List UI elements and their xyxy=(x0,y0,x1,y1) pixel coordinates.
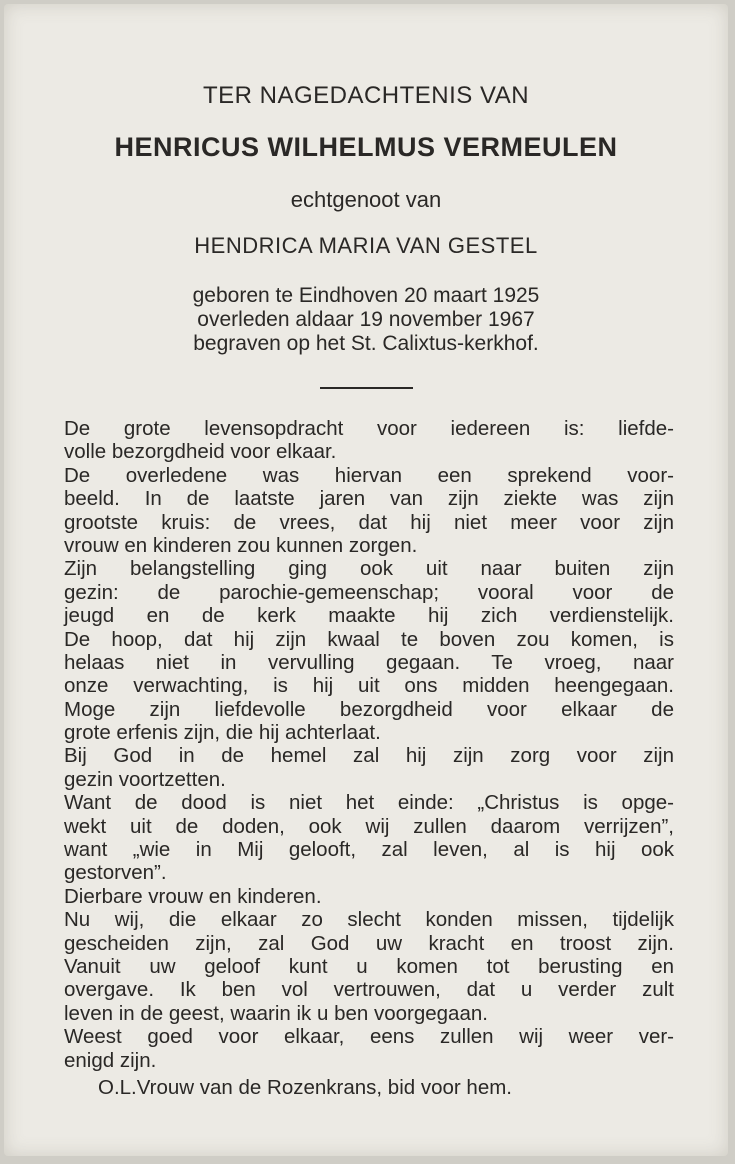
in-memory-heading: TER NAGEDACHTENIS VAN xyxy=(202,82,530,109)
divider-rule xyxy=(320,387,413,389)
text-line: onze verwachting, is hij uit ons midden heengegaan. xyxy=(64,674,674,698)
text-line: jeugd en de kerk maakte hij zich verdienstelijk. xyxy=(64,604,674,628)
birth-line: geboren te Eindhoven 20 maart 1925 xyxy=(192,284,540,307)
text-line: beeld. In de laatste jaren van zijn ziekte was zijn xyxy=(64,487,674,511)
text-line: overgave. Ik ben vol vertrouwen, dat u verder zult xyxy=(64,978,674,1002)
death-line: overleden aldaar 19 november 1967 xyxy=(197,308,535,331)
memorial-text xyxy=(64,417,674,1099)
text-line: Dierbare vrouw en kinderen. xyxy=(64,884,322,908)
burial-line: begraven op het St. Calixtus-kerkhof. xyxy=(193,332,539,355)
text-line: Moge zijn liefdevolle bezorgdheid voor elkaar de xyxy=(64,697,674,721)
text-line: De overledene was hiervan een sprekend voor- xyxy=(64,463,674,487)
text-line: Nu wij, die elkaar zo slecht konden missen, tijdelijk xyxy=(64,908,674,932)
text-line: Bij God in de hemel zal hij zijn zorg voor zijn xyxy=(64,744,674,768)
text-line: Vanuit uw geloof kunt u komen tot berusting en xyxy=(64,954,674,978)
spouse-intro: echtgenoot van xyxy=(290,187,442,212)
text-line: grote erfenis zijn, die hij achterlaat. xyxy=(64,721,381,745)
text-line: De grote levensopdracht voor iedereen is: liefde- xyxy=(64,417,674,440)
text-line: Want de dood is niet het einde: „Christus is opge- xyxy=(64,791,674,815)
text-line: grootste kruis: de vrees, dat hij niet meer voor zijn xyxy=(64,510,674,534)
text-line: enigd zijn. xyxy=(64,1048,157,1072)
text-line: want „wie in Mij gelooft, zal leven, al is hij ook xyxy=(64,838,674,862)
text-line: Weest goed voor elkaar, eens zullen wij weer ver- xyxy=(64,1025,674,1049)
closing-prayer: O.L.Vrouw van de Rozenkrans, bid voor hem. xyxy=(98,1075,513,1099)
text-line: De hoop, dat hij zijn kwaal te boven zou komen, is xyxy=(64,627,674,651)
text-line: gestorven”. xyxy=(64,861,167,885)
spouse-name: HENDRICA MARIA VAN GESTEL xyxy=(194,233,538,258)
text-line: gescheiden zijn, zal God uw kracht en troost zijn. xyxy=(64,931,674,955)
text-line: volle bezorgdheid voor elkaar. xyxy=(64,440,337,464)
deceased-name: HENRICUS WILHELMUS VERMEULEN xyxy=(114,132,618,162)
text-line: Zijn belangstelling ging ook uit naar buiten zijn xyxy=(64,557,674,581)
text-line: leven in de geest, waarin ik u ben voorgegaan. xyxy=(64,1001,488,1025)
memorial-card xyxy=(4,4,728,1156)
text-line: gezin: de parochie-gemeenschap; vooral voor de xyxy=(64,580,674,604)
text-line: vrouw en kinderen zou kunnen zorgen. xyxy=(64,533,418,557)
text-line: gezin voortzetten. xyxy=(64,767,226,791)
text-line: wekt uit de doden, ook wij zullen daarom verrijzen”, xyxy=(64,814,674,838)
text-line: helaas niet in vervulling gegaan. Te vroeg, naar xyxy=(64,650,674,674)
